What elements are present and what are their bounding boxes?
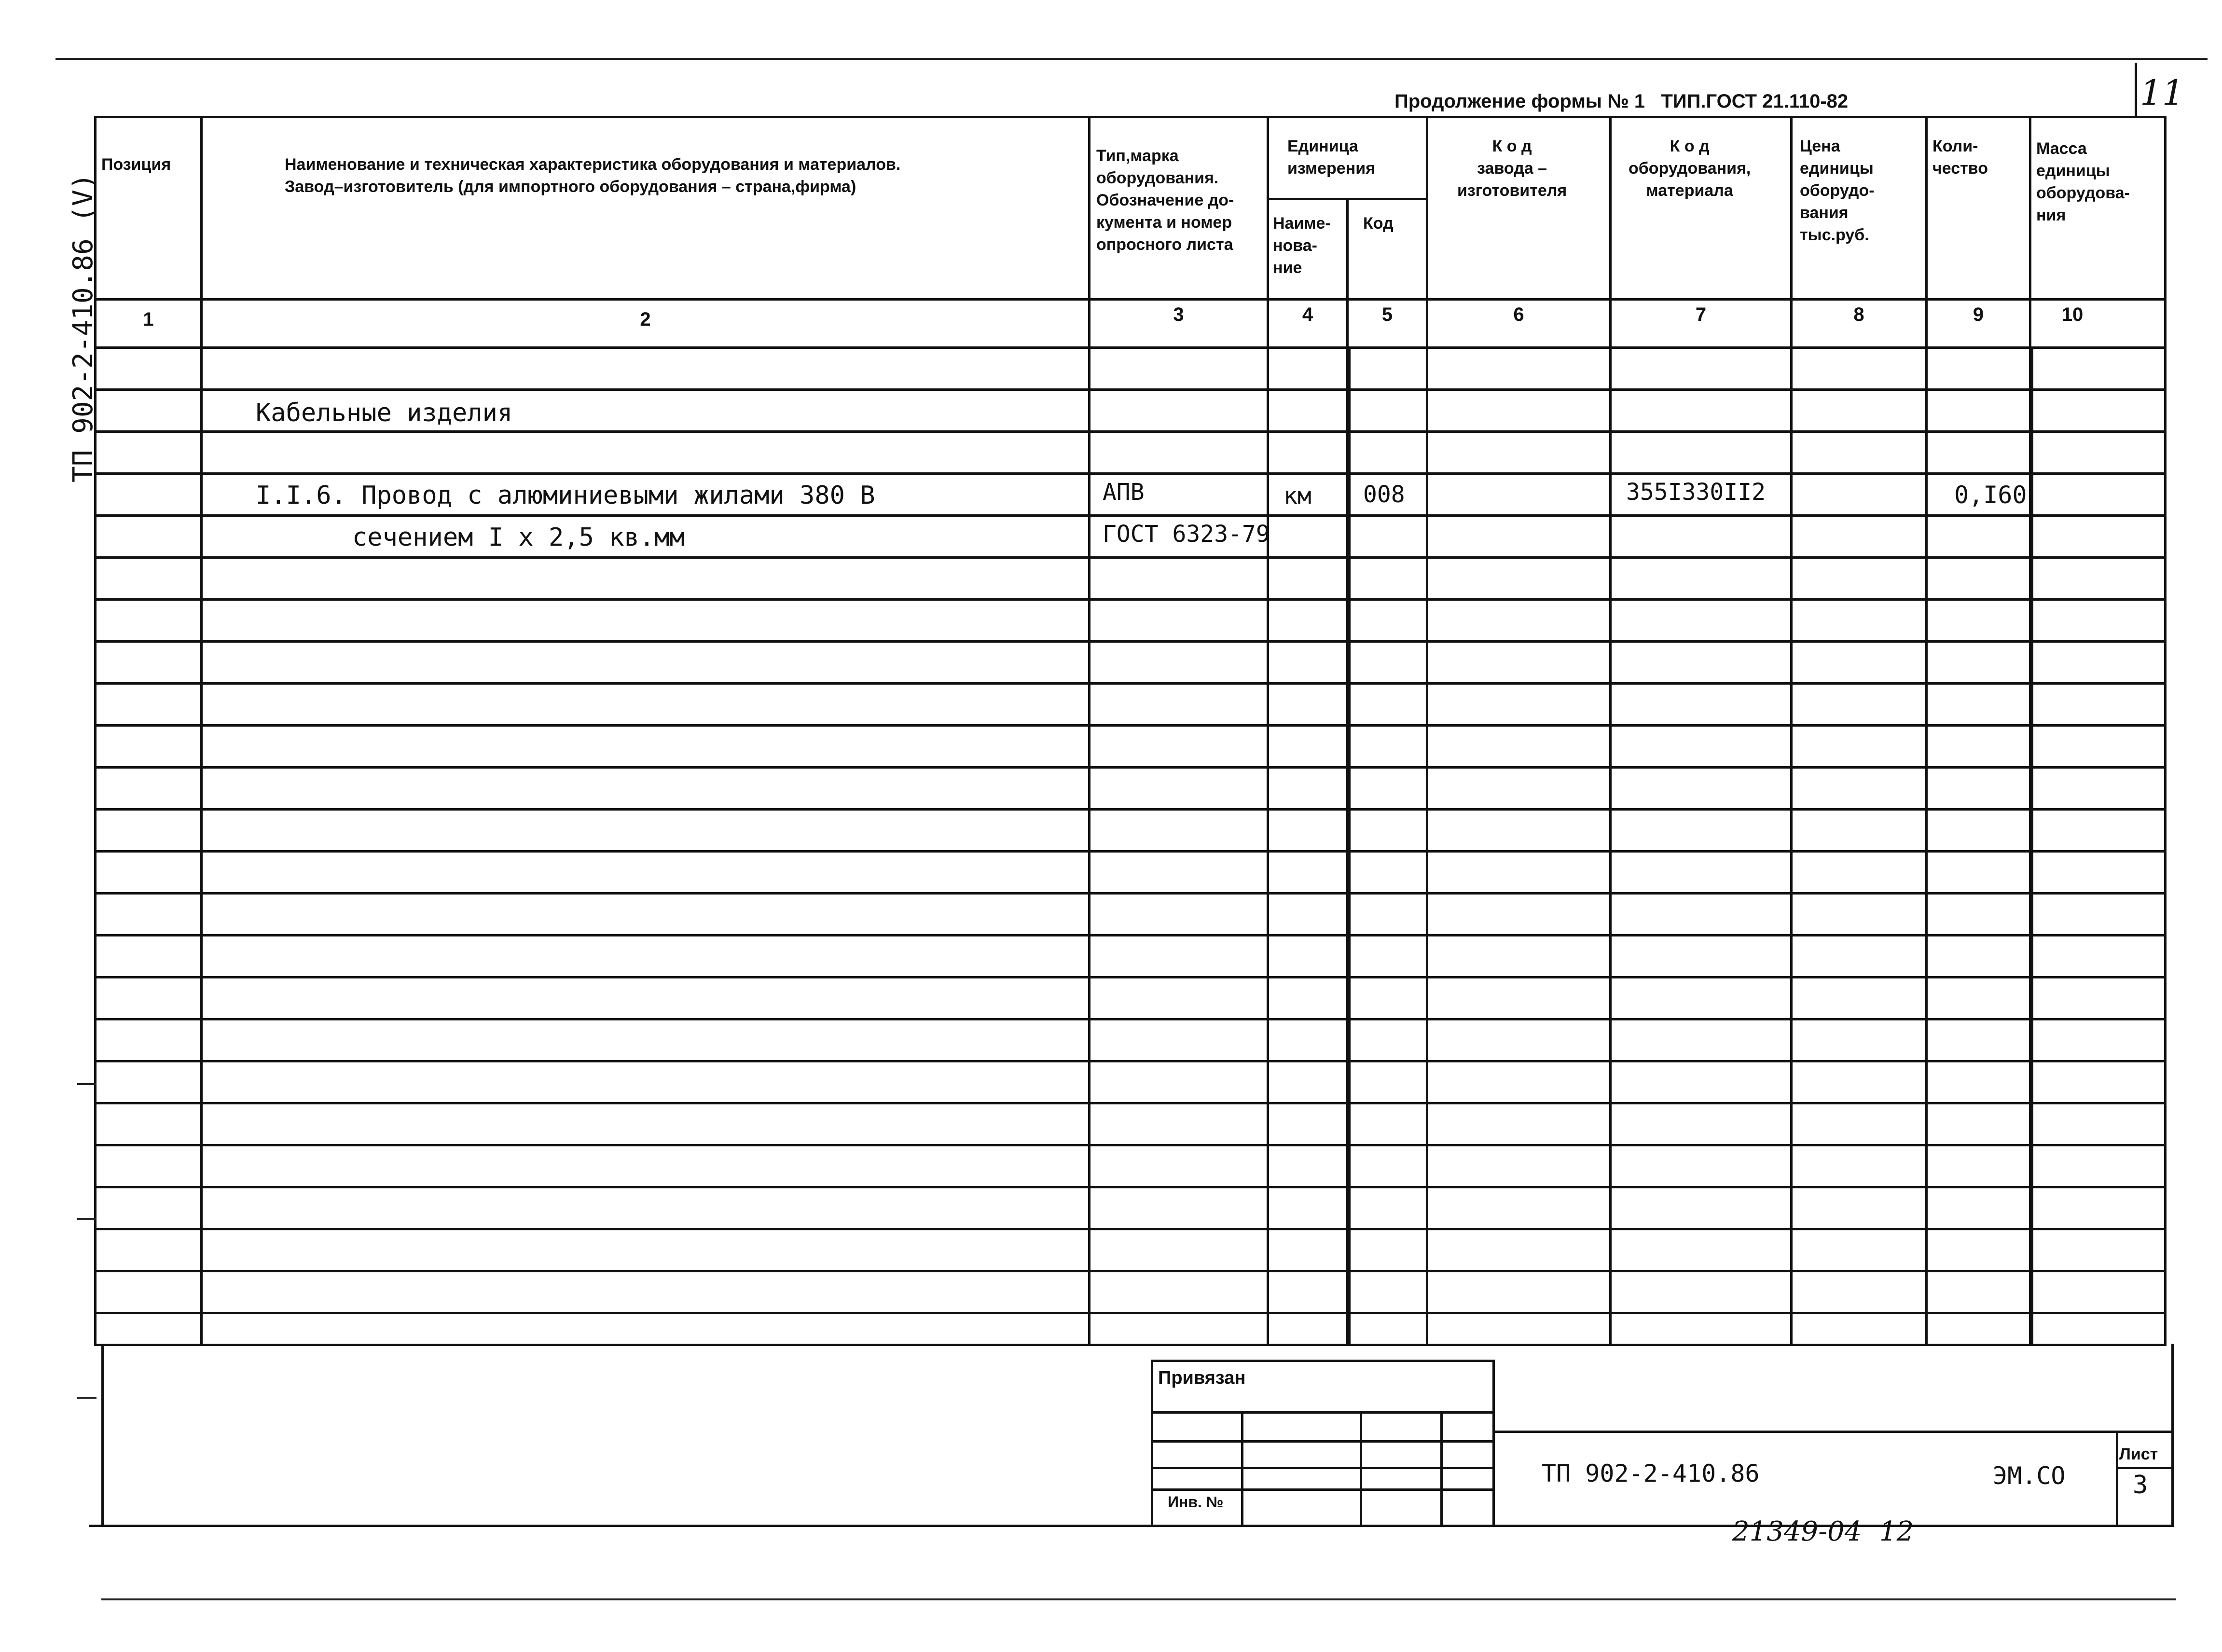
table-row (94, 1060, 2167, 1062)
item-quantity: 0,I60 (1954, 481, 2027, 509)
table-row (94, 976, 2167, 978)
bound-box-line (1151, 1411, 1494, 1414)
table-row (94, 1144, 2167, 1146)
table-right-line (2164, 116, 2167, 1346)
col-divider (200, 116, 203, 1346)
table-row (94, 1312, 2167, 1314)
column-number: 1 (143, 309, 154, 330)
column-number: 10 (2061, 304, 2084, 325)
item-material-code: 355I330II2 (1626, 479, 1766, 506)
bottom-border-line (101, 1598, 2176, 1600)
header-price: Цена единицы оборудо- вания тыс.руб. (1800, 137, 1875, 244)
item-name-line1: I.I.6. Провод с алюминиевыми жилами 380 В (256, 481, 875, 510)
bound-box-right (1492, 1360, 1495, 1526)
table-row (94, 1228, 2167, 1230)
column-number: 7 (1695, 304, 1707, 325)
col-divider (1267, 116, 1269, 1346)
header-bottom-line (94, 298, 2167, 301)
table-top-line (94, 116, 2167, 118)
table-row (94, 556, 2167, 559)
col-divider (1088, 116, 1090, 1346)
header-type: Тип,марка оборудования. Обозначение до- кумента и номер опросного листа (1096, 147, 1234, 254)
bound-box-line (1151, 1467, 1494, 1469)
col-divider (1426, 116, 1428, 1346)
top-border-line (55, 58, 2208, 60)
item-name-line2: сечением I x 2,5 кв.мм (352, 523, 685, 552)
table-bottom-line (94, 1344, 2167, 1346)
column-number: 6 (1513, 304, 1524, 325)
bound-box-divider (1360, 1411, 1362, 1525)
col-divider (1790, 116, 1793, 1346)
margin-tick (77, 1218, 97, 1220)
header-plant-code: К о д завода – изготовителя (1457, 137, 1567, 200)
table-row (94, 766, 2167, 769)
col-divider-thick (1346, 346, 1351, 1346)
table-row (94, 472, 2167, 475)
header-unit-code: Код (1363, 214, 1394, 233)
table-row (94, 514, 2167, 517)
table-left-line (94, 116, 97, 1346)
form-title: Продолжение формы № 1 ТИП.ГОСТ 21.110-82 (1394, 91, 1849, 112)
sheet-box-line (2116, 1467, 2171, 1469)
column-number: 4 (1302, 304, 1313, 325)
inv-label: Инв. № (1168, 1493, 1224, 1511)
column-number: 3 (1173, 304, 1184, 325)
handwritten-archive-number: 21349-04 (1732, 1516, 1862, 1547)
doc-code: ТП 902-2-410.86 (1542, 1459, 1760, 1487)
table-row (94, 808, 2167, 811)
sheet-label: Лист (2119, 1445, 2158, 1463)
bound-label: Привязан (1158, 1368, 1246, 1388)
item-unit-code: 008 (1363, 481, 1405, 508)
stamp-right-line (2171, 1344, 2174, 1526)
header-name: Наименование и техническая характеристика оборудования и материалов. Завод–изготовитель (для импортного оборудования – страна,фирма) (285, 155, 901, 196)
margin-tick (77, 1397, 97, 1399)
item-unit-name: км (1284, 482, 1311, 509)
bound-box-divider (1440, 1411, 1443, 1525)
table-row (94, 1018, 2167, 1020)
table-row (94, 682, 2167, 685)
header-quantity: Коли- чество (1932, 137, 1988, 178)
col-divider (1609, 116, 1612, 1346)
column-number: 9 (1973, 304, 1984, 325)
sheet-box-divider (2116, 1431, 2118, 1525)
bound-box-top (1151, 1360, 1494, 1362)
section-title: Кабельные изделия (256, 399, 513, 427)
bound-box-line (1151, 1488, 1494, 1491)
table-row (94, 430, 2167, 433)
header-position: Позиция (101, 155, 171, 174)
sheet-corner-number: 11 (2140, 72, 2184, 113)
table-row (94, 850, 2167, 853)
item-type: АПВ (1103, 479, 1145, 506)
table-row (94, 1270, 2167, 1272)
column-number: 2 (640, 309, 651, 330)
column-number: 8 (1853, 304, 1864, 325)
col-divider-thick (2029, 346, 2033, 1346)
corner-tick (2135, 63, 2137, 118)
item-standard: ГОСТ 6323-79 (1103, 521, 1270, 548)
bound-box-left (1151, 1360, 1153, 1526)
table-row (94, 598, 2167, 601)
table-row (94, 934, 2167, 936)
table-row (94, 724, 2167, 727)
doc-mark: ЭМ.СО (1993, 1462, 2066, 1490)
colnum-bottom-line (94, 346, 2167, 349)
header-mass: Масса единицы оборудова- ния (2036, 139, 2130, 224)
column-number: 5 (1381, 304, 1393, 325)
table-row (94, 640, 2167, 643)
sheet-number: 3 (2133, 1471, 2148, 1500)
table-row (94, 1186, 2167, 1188)
handwritten-page-number: 12 (1879, 1516, 1914, 1547)
bound-box-divider (1241, 1411, 1243, 1525)
designation-top-line (1494, 1431, 2174, 1433)
col-divider (1925, 116, 1928, 1346)
table-row (94, 1102, 2167, 1104)
bound-box-line (1151, 1440, 1494, 1443)
table-row (94, 892, 2167, 895)
margin-tick (77, 1083, 97, 1085)
header-unit-name: Наиме- нова- ние (1273, 214, 1331, 277)
header-material-code: К о д оборудования, материала (1629, 137, 1751, 200)
header-unit: Единица измерения (1287, 137, 1375, 178)
stamp-left-line (101, 1344, 104, 1526)
side-code: ТП 902-2-410.86 (V) (68, 173, 99, 482)
table-row (94, 388, 2167, 391)
